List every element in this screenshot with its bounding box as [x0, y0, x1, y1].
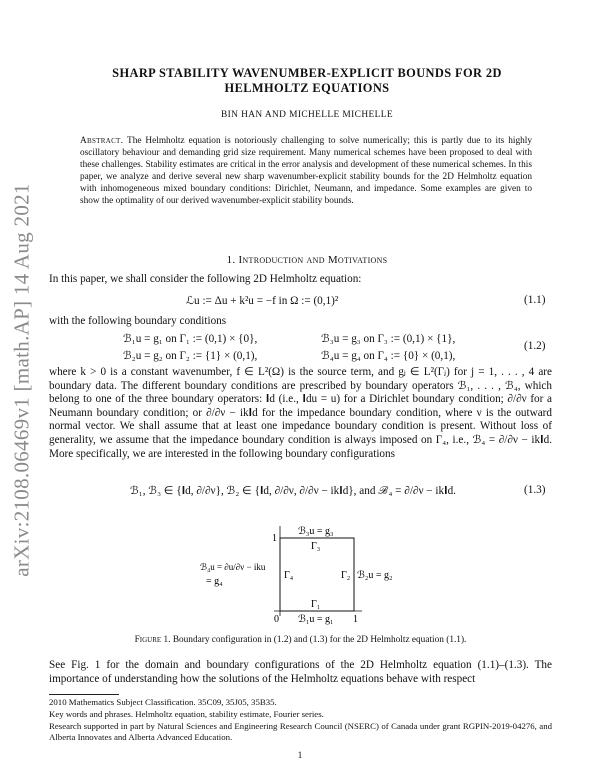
- paper-title: [60, 66, 554, 96]
- arxiv-stamp: [4, 180, 40, 580]
- tick-y-one: 1: [272, 533, 277, 544]
- label-left-boundary-2: = g₄: [206, 576, 223, 587]
- equation-1-1-number: (1.1): [524, 294, 546, 306]
- title-line-1: SHARP STABILITY WAVENUMBER-EXPLICIT BOUNDS FOR 2D: [112, 66, 502, 80]
- section-heading: 1. Introduction and Motivations: [226, 254, 388, 266]
- label-gamma-3: Γ₃: [311, 541, 321, 552]
- caption-label: Figure 1.: [134, 635, 171, 645]
- figure-1-diagram: [190, 518, 420, 630]
- caption-text: Boundary configuration in (1.2) and (1.3) for the 2D Helmholtz equation (1.1).: [172, 635, 467, 645]
- figure-1-caption: [49, 635, 552, 645]
- equation-1-2-number: (1.2): [524, 340, 546, 352]
- label-left-boundary-1: ℬ₄u = ∂u/∂ν − iku: [200, 562, 266, 572]
- tick-x-one: 1: [353, 614, 358, 625]
- abstract: [80, 136, 532, 207]
- abstract-body: The Helmholtz equation is notoriously challenging to solve numerically; this is partly due to its highly oscillatory behaviour and demanding grid size requirement. Many numerical schemes have been proposed to deal with these challenges. Stability estimates are critical in the error analysis and development of these numerical schemes. In this paper, we analyze and derive several new sharp wavenumber-explicit stability bounds for the 2D Helmholtz equation with inhomogeneous mixed boundary conditions: Dirichlet, Neumann, and impedance. Some examples are given to show the optimality of our derived wavenumber-explicit stability bounds.: [80, 136, 532, 206]
- footnote-funding: Research supported in part by Natural Sciences and Engineering Research Council (NSERC) of Canada under grant RGPIN-2019-04276, and Alberta Innovates and Alberta Advanced Education.: [49, 721, 552, 743]
- paragraph-intro: In this paper, we shall consider the following 2D Helmholtz equation:: [49, 273, 362, 285]
- equation-1-1: ℒu := Δu + k²u = −f in Ω := (0,1)²: [186, 295, 339, 307]
- label-gamma-1: Γ₁: [311, 599, 321, 610]
- equation-1-3: ℬ₁, ℬ₃ ∈ {𝐈d, ∂/∂ν}, ℬ₂ ∈ {𝐈d, ∂/∂ν, ∂/∂ν − ik𝐈d}, and ℬ₄ = ∂/∂ν − ik𝐈d.: [130, 485, 456, 497]
- footnote-rule: [49, 694, 119, 695]
- paragraph-boundary: with the following boundary conditions: [49, 315, 227, 327]
- equation-1-2-row1-left: ℬ₁u = g₁ on Γ₁ := (0,1) × {0},: [123, 333, 258, 345]
- page-number: 1: [297, 751, 303, 761]
- equation-1-2-row2-right: ℬ₄u = g₄ on Γ₄ := {0} × (0,1),: [321, 350, 456, 362]
- tick-origin: 0: [274, 614, 279, 625]
- arxiv-stamp-text: arXiv:2108.06469v1 [math.AP] 14 Aug 2021: [9, 183, 34, 577]
- title-line-2: HELMHOLTZ EQUATIONS: [224, 81, 390, 95]
- paragraph-definitions: where k > 0 is a constant wavenumber, f ∈ L²(Ω) is the source term, and gⱼ ∈ L²(Γⱼ) for j = 1, . . . , 4 are boundary data. The different boundary conditions are prescribed by boundary operators ℬ₁, . . . , ℬ₄, which belong to one of the three boundary operators: 𝐈d (i.e., 𝐈du = u) for a Dirichlet boundary condition; ∂/∂ν for a Neumann boundary condition; or ∂/∂ν − ik𝐈d for the impedance boundary condition, where ν is the outward normal vector. We shall assume that at least one impedance boundary condition is present. Without loss of generality, we assume that the impedance boundary condition is always imposed on Γ₄, i.e., ℬ₄ = ∂/∂ν − ik𝐈d. More specifically, we are interested in the following boundary configurations: [49, 366, 552, 460]
- paragraph-figure-reference: See Fig. 1 for the domain and boundary configurations of the 2D Helmholtz equation (1.1)–(1.3). The importance of understanding how the solutions of the Helmholtz equations behave with respect: [49, 659, 552, 685]
- label-bottom-boundary: ℬ₁u = g₁: [298, 614, 334, 625]
- abstract-heading: Abstract.: [80, 136, 124, 146]
- label-gamma-4: Γ₄: [284, 570, 294, 581]
- authors: BIN HAN AND MICHELLE MICHELLE: [221, 110, 393, 120]
- label-top-boundary: ℬ₃u = g₃: [298, 526, 334, 537]
- equation-1-3-number: (1.3): [524, 484, 546, 496]
- footnote-msc: 2010 Mathematics Subject Classification. 35C09, 35J05, 35B35.: [49, 697, 277, 707]
- equation-1-2-row2-left: ℬ₂u = g₂ on Γ₂ := {1} × (0,1),: [123, 350, 258, 362]
- equation-1-2-row1-right: ℬ₃u = g₃ on Γ₃ := (0,1) × {1},: [321, 333, 456, 345]
- footnote-keywords: Key words and phrases. Helmholtz equation, stability estimate, Fourier series.: [49, 709, 324, 719]
- label-right-boundary: ℬ₂u = g₂: [357, 570, 393, 581]
- label-gamma-2: Γ₂: [341, 570, 351, 581]
